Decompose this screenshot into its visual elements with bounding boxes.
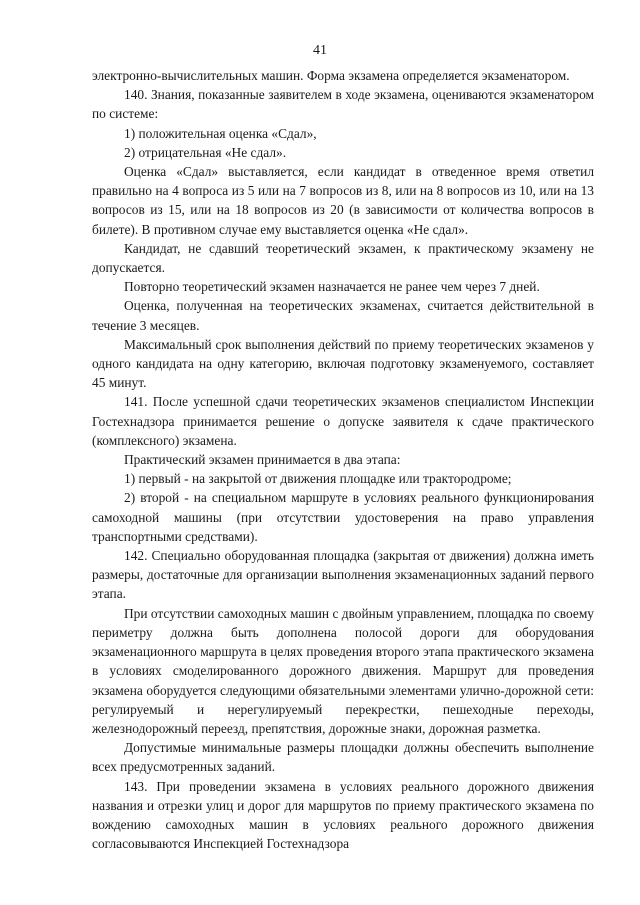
list-item-stage-two: 2) второй - на специальном маршруте в условиях реального функционирования самоходной машины (при отсутствии удостоверения на право управления транспортными средствами).: [92, 490, 594, 544]
paragraph-route-equipment: При отсутствии самоходных машин с двойным управлением, площадка по своему периметру должна быть дополнена полосой дороги для оборудования экзаменационного маршрута в целях проведения второго этапа практического экзамена в условиях смоделированного дорожного движения. Маршрут для проведения экзамена оборудуется следующими обязательными элементами улично-дорожной сети: регулируемый и нерегулируемый перекрестки, пешеходные переходы, железнодорожный переезд, препятствия, дорожные знаки, дорожная разметка.: [92, 605, 594, 736]
paragraph-validity: Оценка, полученная на теоретических экзаменах, считается действительной в течение 3 месяцев.: [92, 298, 594, 333]
paragraph-141: 141. После успешной сдачи теоретических экзаменов специалистом Инспекции Гостехнадзора принимается решение о допуске заявителя к сдаче практического (комплексного) экзамена.: [92, 394, 594, 448]
paragraph-max-time: Максимальный срок выполнения действий по приему теоретических экзаменов у одного кандидата на одну категорию, включая подготовку экзаменуемого, составляет 45 минут.: [92, 336, 594, 391]
paragraph-143: 143. При проведении экзамена в условиях реального дорожного движения названия и отрезки улиц и дорог для маршрутов по приему практического экзамена по вождению самоходных машин в условиях реального дорожного движения согласовываются Инспекцией Гостехнадзора: [92, 778, 594, 852]
page-number: 41: [313, 43, 327, 58]
body-text: [92, 66, 594, 853]
list-item-stage-one: 1) первый - на закрытой от движения площадке или трактородроме;: [124, 471, 512, 487]
list-item-negative: 2) отрицательная «Не сдал».: [124, 144, 287, 160]
paragraph-140: 140. Знания, показанные заявителем в ходе экзамена, оцениваются экзаменатором по системе:: [92, 87, 594, 122]
paragraph-grading: Оценка «Сдал» выставляется, если кандидат в отведенное время ответил правильно на 4 вопроса из 5 или на 7 вопросов из 8, или на 8 вопросов из 10, или на 13 вопросов из 15, или на 18 вопросов из 20 (в зависимости от количества вопросов в билете). В противном случае ему выставляется оценка «Не сдал».: [92, 164, 594, 237]
paragraph-retake: Повторно теоретический экзамен назначается не ранее чем через 7 дней.: [124, 279, 540, 295]
paragraph-not-admitted: Кандидат, не сдавший теоретический экзамен, к практическому экзамену не допускается.: [92, 240, 594, 276]
paragraph-continuation: электронно-вычислительных машин. Форма экзамена определяется экзаменатором.: [92, 68, 570, 83]
paragraph-142: 142. Специально оборудованная площадка (закрытая от движения) должна иметь размеры, достаточные для организации выполнения экзаменационных заданий первого этапа.: [92, 548, 594, 602]
paragraph-two-stages: Практический экзамен принимается в два этапа:: [124, 452, 401, 468]
paragraph-min-size: Допустимые минимальные размеры площадки должны обеспечить выполнение всех предусмотренных заданий.: [92, 740, 594, 775]
list-item-positive: 1) положительная оценка «Сдал»,: [124, 125, 317, 141]
